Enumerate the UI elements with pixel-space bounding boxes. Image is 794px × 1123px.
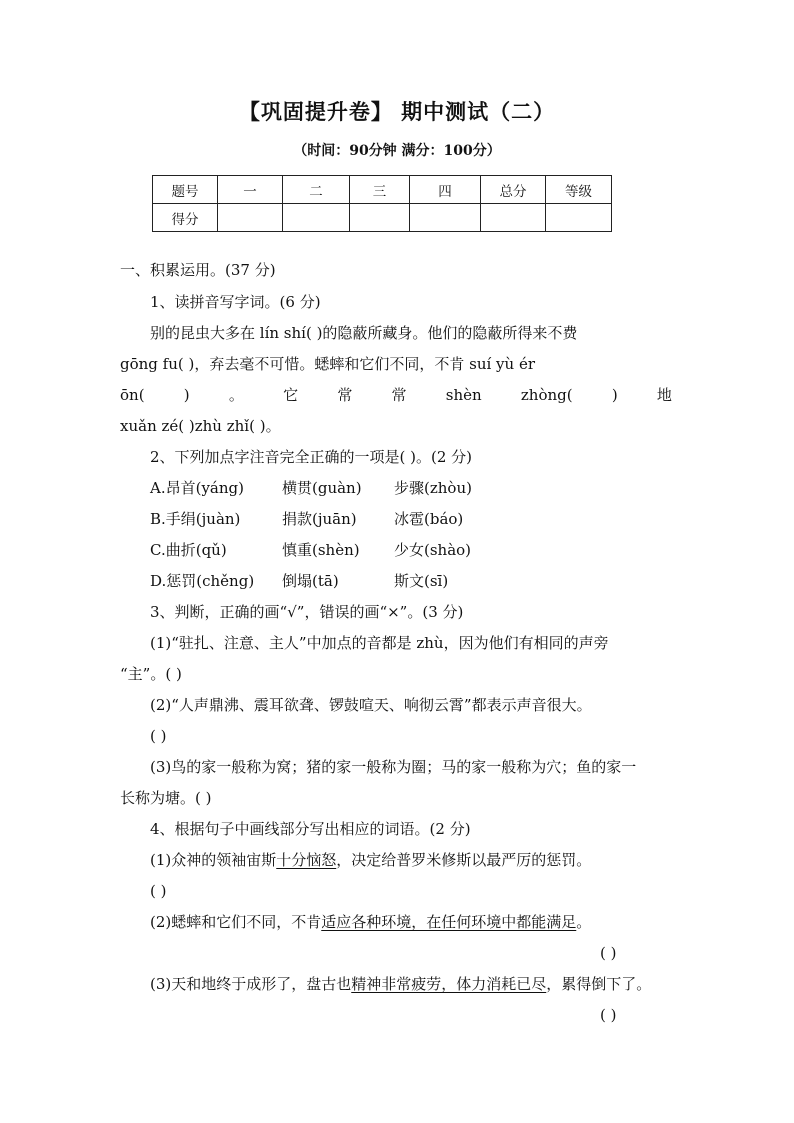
option-c-word: 少女(shào) [394, 541, 472, 559]
underlined-phrase: 适应各种环境，在任何环境中都能满足 [321, 913, 577, 931]
header-cell: 等级 [546, 176, 612, 204]
question-title: 1、读拼音写字词。(6 分) [150, 293, 321, 311]
score-table-score-row [153, 204, 612, 232]
sentence-text: ，决定给普罗米修斯以最严厉的惩罚。 [336, 851, 592, 869]
header-cell: 题号 [153, 176, 218, 204]
judge-item: (1)“驻扎、注意、主人”中加点的音都是 zhù，因为他们有相同的声旁 [150, 634, 609, 652]
score-cell[interactable] [218, 204, 283, 232]
option-c-word: 慎重(shèn) [282, 541, 360, 559]
text-segment: ōn( [120, 386, 145, 404]
text-segment: ) [183, 386, 190, 404]
score-cell[interactable] [410, 204, 481, 232]
sentence-item [150, 912, 591, 932]
sentence-item [150, 974, 651, 994]
score-cell[interactable] [546, 204, 612, 232]
text-segment: 它 [283, 386, 299, 404]
question-text: 别的昆虫大多在 lín shí( )的隐蔽所藏身。他们的隐蔽所得来不费 [150, 324, 578, 342]
sentence-item [150, 850, 591, 870]
judge-item: (3)鸟的家一般称为窝；猪的家一般称为圈；马的家一般称为穴；鱼的家一 [150, 758, 637, 776]
question-title: 4、根据句子中画线部分写出相应的词语。(2 分) [150, 820, 471, 838]
text-segment: 常 [337, 386, 353, 404]
header-cell: 三 [350, 176, 410, 204]
header-cell: 四 [410, 176, 481, 204]
sentence-text: (1)众神的领袖宙斯 [150, 851, 277, 869]
text-segment: shèn [445, 386, 482, 404]
sentence-text: ，累得倒下了。 [546, 975, 652, 993]
sentence-text: 。 [576, 913, 592, 931]
answer-blank[interactable]: ( ) [600, 1006, 617, 1024]
option-d-word: 倒塌(tā) [282, 572, 339, 590]
answer-blank[interactable]: ( ) [150, 882, 167, 900]
sentence-text: (3)天和地终于成形了，盘古也 [150, 975, 352, 993]
header-cell: 二 [283, 176, 350, 204]
question-text-justified [120, 385, 672, 405]
option-d-word: D.惩罚(chěng) [150, 572, 255, 590]
option-d-word: 斯文(sī) [394, 572, 449, 590]
judge-item: 长称为塘。( ) [120, 789, 212, 807]
section-heading: 一、积累运用。(37 分) [120, 261, 276, 279]
option-a-word: A.昂首(yáng) [150, 479, 244, 497]
score-cell[interactable] [283, 204, 350, 232]
text-segment: ) [611, 386, 618, 404]
option-a-word: 横贯(guàn) [282, 479, 362, 497]
question-text: xuǎn zé( )zhù zhǐ( )。 [120, 417, 281, 435]
option-c-word: C.曲折(qǔ) [150, 541, 227, 559]
score-cell[interactable] [350, 204, 410, 232]
text-segment: zhòng( [520, 386, 573, 404]
score-cell[interactable] [481, 204, 546, 232]
underlined-phrase: 十分恼怒 [276, 851, 337, 869]
answer-blank[interactable]: ( ) [600, 944, 617, 962]
score-table [152, 175, 612, 232]
option-b-word: 捐款(juān) [282, 510, 357, 528]
text-segment: 地 [656, 386, 672, 404]
header-cell: 总分 [481, 176, 546, 204]
answer-blank[interactable]: ( ) [150, 727, 167, 745]
row-label: 得分 [153, 204, 218, 232]
header-cell: 一 [218, 176, 283, 204]
sentence-text: (2)蟋蟀和它们不同，不肯 [150, 913, 322, 931]
score-table-header-row [153, 176, 612, 204]
option-a-word: 步骤(zhòu) [394, 479, 472, 497]
judge-item: (2)“人声鼎沸、震耳欲聋、锣鼓喧天、响彻云霄”都表示声音很大。 [150, 696, 592, 714]
underlined-phrase: 精神非常疲劳，体力消耗已尽 [351, 975, 547, 993]
question-title: 2、下列加点字注音完全正确的一项是( )。(2 分) [150, 448, 473, 466]
question-title: 3、判断，正确的画“√”，错误的画“×”。(3 分) [150, 603, 464, 621]
option-b-word: B.手绢(juàn) [150, 510, 241, 528]
judge-item: “主”。( ) [120, 665, 182, 683]
text-segment: 常 [391, 386, 407, 404]
page-title: 【巩固提升卷】 期中测试（二） [238, 99, 556, 124]
question-text: gōng fu( )，弃去毫不可惜。蟋蟀和它们不同，不肯 suí yù ér [120, 355, 535, 373]
exam-info: （时间：90分钟 满分：100分） [293, 143, 501, 159]
text-segment: 。 [228, 386, 244, 404]
option-b-word: 冰雹(báo) [394, 510, 464, 528]
